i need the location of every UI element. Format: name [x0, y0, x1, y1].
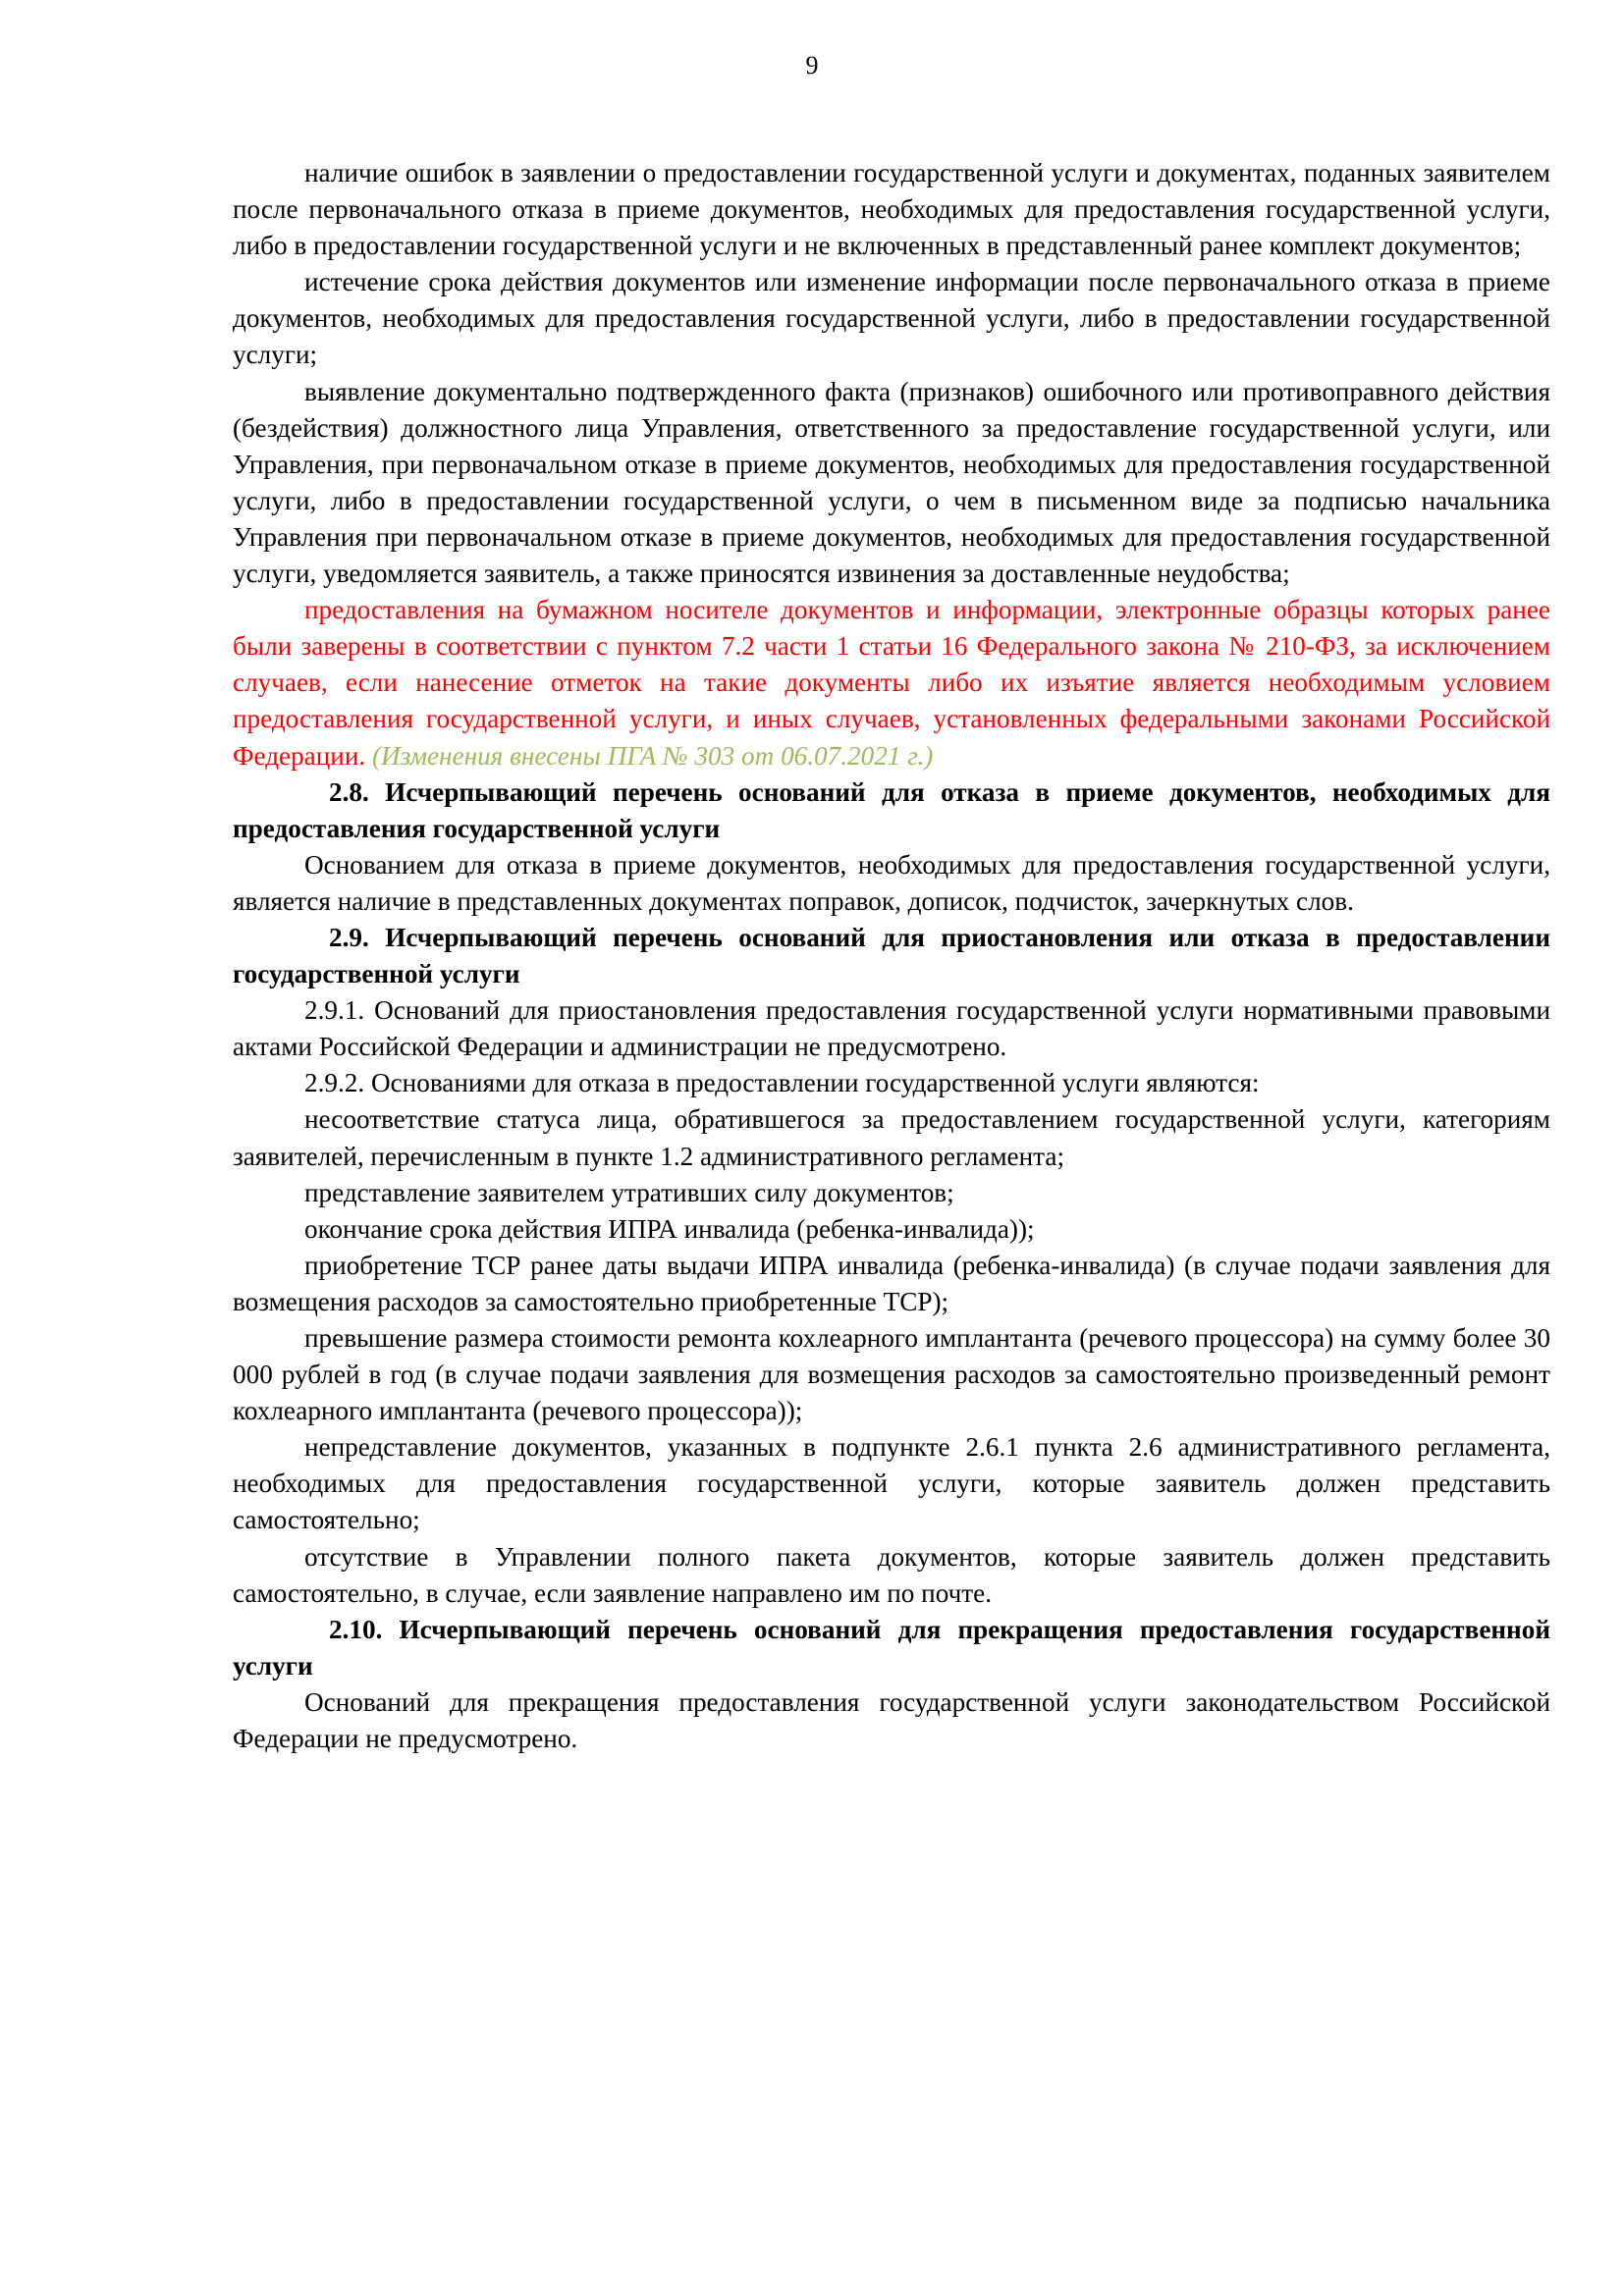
list-item-incomplete-package: отсутствие в Управлении полного пакета документов, которые заявитель должен представить самостоятельно, в случае, если заявление направлено им по почте. — [233, 1541, 1550, 1608]
paragraph-2-8: Основанием для отказа в приеме документов, необходимых для предоставления государственной услуги, является наличие в представленных документах поправок, дописок, подчисток, зачеркнутых слов. — [233, 849, 1550, 916]
list-item-ipra-expiry: окончание срока действия ИПРА инвалида (ребенка-инвалида)); — [304, 1213, 1035, 1244]
paragraph-2-10: Оснований для прекращения предоставления государственной услуги законодательством Российской Федерации не предусмотрено. — [233, 1686, 1550, 1754]
section-heading-2-8: 2.8. Исчерпывающий перечень оснований для отказа в приеме документов, необходимых для предоставления государственной услуги — [233, 776, 1550, 843]
list-item-status-mismatch: несоответствие статуса лица, обратившегося за предоставлением государственной услуги, категориям заявителей, перечисленным в пункте 1.2 административного регламента; — [233, 1104, 1550, 1171]
paragraph-amended-paper-documents — [233, 592, 1550, 774]
section-heading-2-10: 2.10. Исчерпывающий перечень оснований для прекращения предоставления государственной услуги — [233, 1614, 1550, 1681]
list-item-documents-not-provided: непредставление документов, указанных в подпункте 2.6.1 пункта 2.6 административного регламента, необходимых для предоставления государственной услуги, которые заявитель должен представить самостоятельно; — [233, 1432, 1550, 1535]
section-heading-2-9: 2.9. Исчерпывающий перечень оснований для приостановления или отказа в предоставлении государственной услуги — [233, 922, 1550, 989]
paragraph-2-9-2: 2.9.2. Основаниями для отказа в предоставлении государственной услуги являются: — [304, 1068, 1260, 1098]
page-number: 9 — [805, 51, 819, 80]
paragraph-document-expiry: истечение срока действия документов или изменение информации после первоначального отказа в приеме документов, необходимых для предоставления государственной услуги, либо в предоставлении государственной услуги; — [233, 267, 1550, 370]
list-item-repair-cost-excess: превышение размера стоимости ремонта кохлеарного имплантанта (речевого процессора) на сумму более 30 000 рублей в год (в случае подачи заявления для возмещения расходов за самостоятельно произведенный ремонт кохлеарного имплантанта (речевого процессора)); — [233, 1323, 1550, 1426]
amended-text: предоставления на бумажном носителе документов и информации, электронные образцы которых ранее были заверены в соответствии с пунктом 7.2 части 1 статьи 16 Федерального закона № 210-ФЗ, за исключением случаев, если нанесение отметок на такие документы либо их изъятие является необходимым условием предоставления государственной услуги, и иных случаев, установленных федеральными законами Российской Федерации. — [233, 595, 1550, 771]
paragraph-official-error: выявление документально подтвержденного факта (признаков) ошибочного или противоправного действия (бездействия) должностного лица Управления, ответственного за предоставление государственной услуги, или Управления, при первоначальном отказе в приеме документов, необходимых для предоставления государственной услуги, либо в предоставлении государственной услуги, о чем в письменном виде за подписью начальника Управления при первоначальном отказе в приеме документов, необходимых для предоставления государственной услуги, уведомляется заявитель, а также приносятся извинения за доставленные неудобства; — [233, 376, 1550, 589]
document-body — [233, 155, 1550, 1757]
paragraph-2-9-1: 2.9.1. Оснований для приостановления предоставления государственной услуги нормативными правовыми актами Российской Федерации и администрации не предусмотрено. — [233, 995, 1550, 1062]
list-item-expired-documents: представление заявителем утративших силу документов; — [304, 1177, 954, 1207]
paragraph-errors-in-application: наличие ошибок в заявлении о предоставлении государственной услуги и документах, поданных заявителем после первоначального отказа в приеме документов, необходимых для предоставления государственной услуги, либо в предоставлении государственной услуги и не включенных в представленный ранее комплект документов; — [233, 158, 1550, 261]
list-item-tsr-before-ipra: приобретение ТСР ранее даты выдачи ИПРА инвалида (ребенка-инвалида) (в случае подачи заявления для возмещения расходов за самостоятельно приобретенные ТСР); — [233, 1250, 1550, 1316]
amendment-note: (Изменения внесены ПГА № 303 от 06.07.2021 г.) — [372, 740, 934, 771]
